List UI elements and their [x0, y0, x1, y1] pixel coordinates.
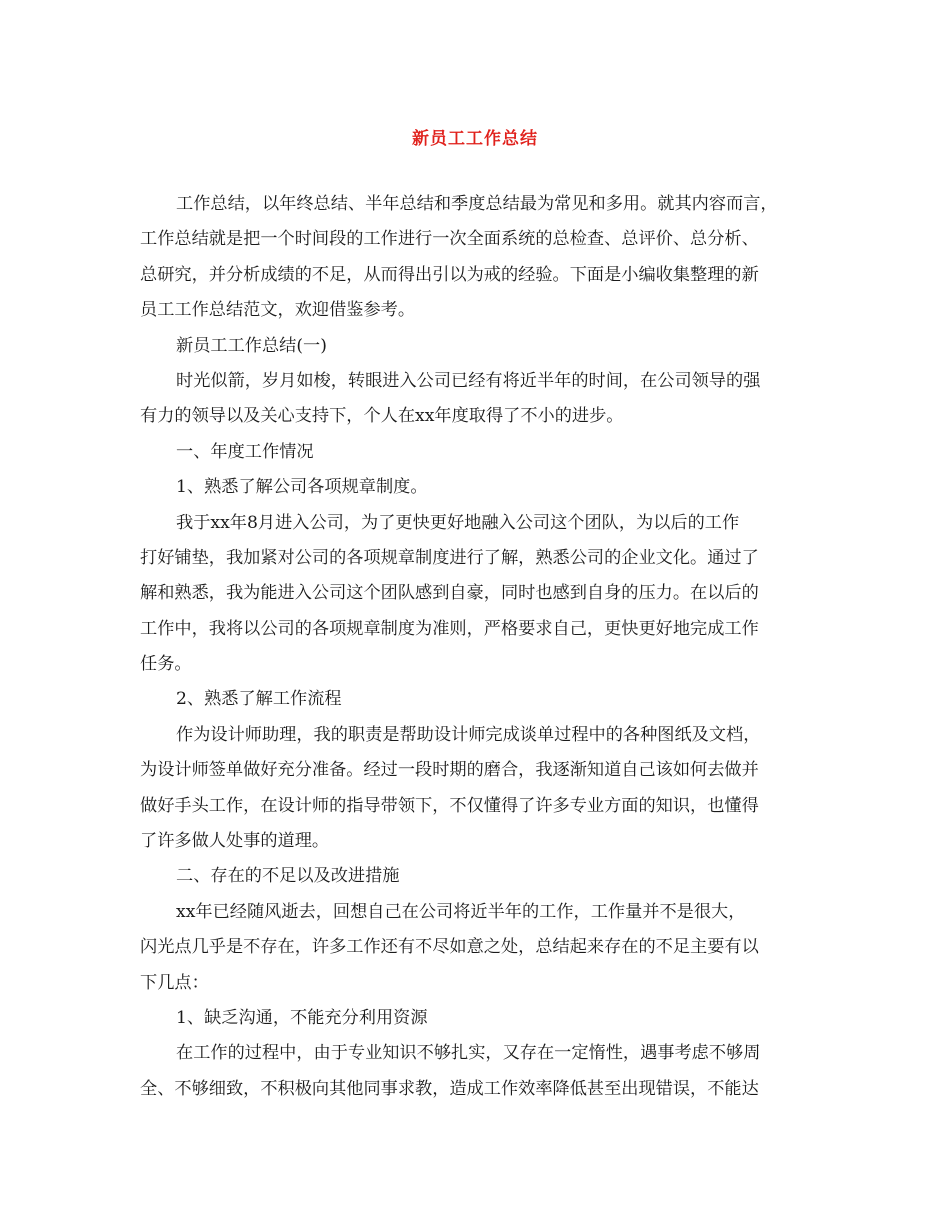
paragraph-line: 有力的领导以及关心支持下，个人在xx年度取得了不小的进步。	[140, 406, 624, 427]
paragraph-line: 了许多做人处事的道理。	[140, 831, 330, 852]
document-body	[140, 187, 816, 1107]
paragraph-line: 作为设计师助理，我的职责是帮助设计师完成谈单过程中的各种图纸及文档，	[176, 724, 761, 745]
paragraph-line: 总研究，并分析成绩的不足，从而得出引以为戒的经验。下面是小编收集整理的新	[140, 264, 759, 285]
section-heading: 二、存在的不足以及改进措施	[176, 866, 400, 887]
paragraph-line: 全、不够细致，不积极向其他同事求教，造成工作效率降低甚至出现错误，不能达	[140, 1078, 759, 1099]
paragraph-line: 为设计师签单做好充分准备。经过一段时期的磨合，我逐渐知道自己该如何去做并	[140, 760, 759, 781]
document-title: 新员工工作总结	[412, 129, 538, 149]
subsection-heading: 1、熟悉了解公司各项规章制度。	[176, 477, 428, 498]
subsection-heading: 2、熟悉了解工作流程	[176, 689, 342, 710]
paragraph-line: 工作中，我将以公司的各项规章制度为准则，严格要求自己，更快更好地完成工作	[140, 618, 759, 639]
paragraph-line: 做好手头工作，在设计师的指导带领下，不仅懂得了许多专业方面的知识，也懂得	[140, 795, 759, 816]
paragraph-line: 工作总结就是把一个时间段的工作进行一次全面系统的总检查、总评价、总分析、	[140, 229, 759, 250]
paragraph-line: 闪光点几乎是不存在，许多工作还有不尽如意之处，总结起来存在的不足主要有以	[140, 937, 759, 958]
paragraph-line: 打好铺垫，我加紧对公司的各项规章制度进行了解，熟悉公司的企业文化。通过了	[140, 547, 759, 568]
paragraph-line: 在工作的过程中，由于专业知识不够扎实，又存在一定惰性，遇事考虑不够周	[176, 1043, 761, 1064]
section-heading: 一、年度工作情况	[176, 441, 314, 462]
paragraph-line: 时光似箭，岁月如梭，转眼进入公司已经有将近半年的时间，在公司领导的强	[176, 370, 761, 391]
paragraph-line: 任务。	[140, 654, 192, 675]
paragraph-line: 我于xx年8月进入公司，为了更快更好地融入公司这个团队，为以后的工作	[176, 512, 740, 533]
paragraph-line: 员工工作总结范文，欢迎借鉴参考。	[140, 300, 416, 321]
paragraph-line: 工作总结，以年终总结、半年总结和季度总结最为常见和多用。就其内容而言，	[176, 194, 778, 214]
paragraph-line: xx年已经随风逝去，回想自己在公司将近半年的工作，工作量并不是很大，	[176, 901, 746, 922]
paragraph-line: 解和熟悉，我为能进入公司这个团队感到自豪，同时也感到自身的压力。在以后的	[140, 583, 759, 604]
paragraph-line: 下几点：	[140, 972, 209, 993]
subsection-heading: 1、缺乏沟通，不能充分利用资源	[176, 1007, 428, 1028]
section-heading: 新员工工作总结(一)	[176, 335, 327, 356]
